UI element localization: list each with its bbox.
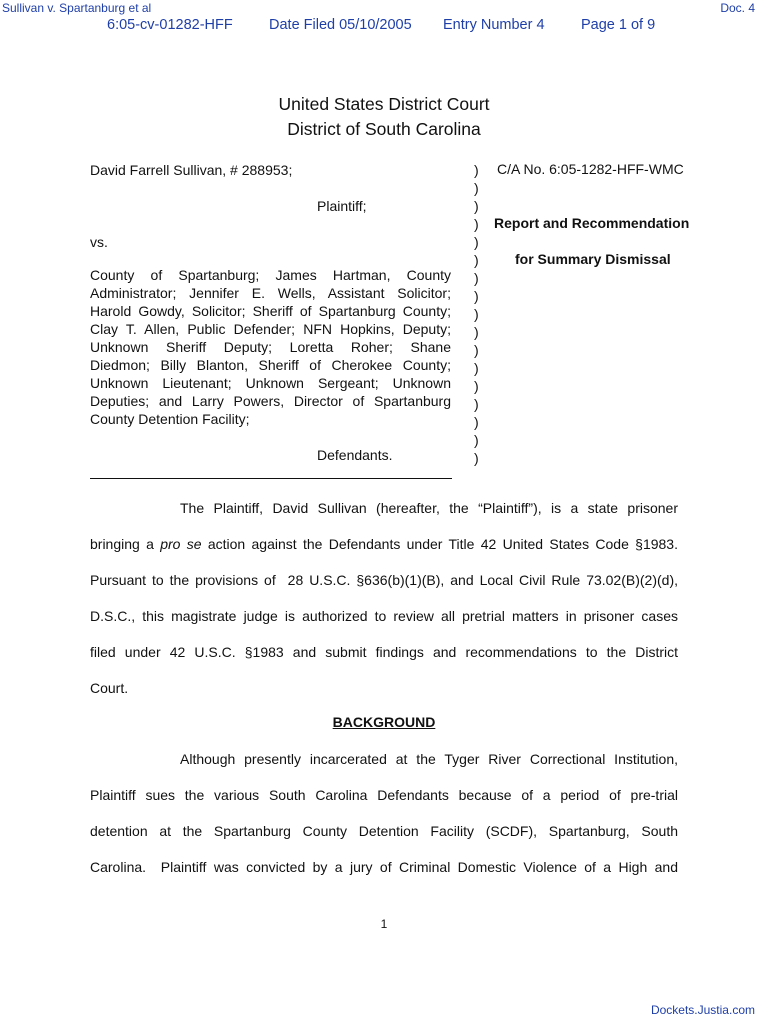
defendant-line: Unknown Sheriff Deputy; Loretta Roher; Shane — [90, 339, 451, 355]
paragraph-line: Although presently incarcerated at the Tyger River Correctional Institution, — [180, 751, 678, 767]
text-span: bringing a — [90, 536, 154, 552]
background-paragraph — [90, 741, 678, 885]
paragraph-line: D.S.C., this magistrate judge is authorized to review all pretrial matters in prisoner cases — [90, 608, 678, 624]
date-filed: Date Filed 05/10/2005 — [269, 17, 412, 33]
defendant-line: Clay T. Allen, Public Defender; NFN Hopkins, Deputy; — [90, 321, 451, 337]
paragraph-line: The Plaintiff, David Sullivan (hereafter, the “Plaintiff”), is a state prisoner — [180, 500, 678, 516]
case-name-link[interactable]: Sullivan v. Spartanburg et al — [2, 1, 152, 15]
paragraph-line: Plaintiff sues the various South Carolina Defendants because of a period of pre-trial — [90, 787, 678, 803]
defendant-role: Defendants. — [317, 447, 393, 463]
paragraph-line — [90, 526, 678, 562]
justia-link[interactable]: Dockets.Justia.com — [650, 1003, 755, 1017]
court-name: United States District Court — [278, 94, 490, 114]
page-number: 1 — [380, 917, 388, 931]
case-number: 6:05-cv-01282-HFF — [107, 17, 233, 33]
versus: vs. — [90, 234, 108, 250]
plaintiff-name: David Farrell Sullivan, # 288953; — [90, 162, 293, 178]
defendant-line: Harold Gowdy, Solicitor; Sheriff of Spartanburg County; — [90, 303, 451, 319]
intro-paragraph — [90, 490, 678, 706]
italic-text: pro se — [160, 536, 202, 552]
report-subtitle: for Summary Dismissal — [515, 251, 671, 267]
page-indicator: Page 1 of 9 — [581, 17, 656, 33]
section-heading: BACKGROUND — [332, 714, 436, 730]
doc-number-link[interactable]: Doc. 4 — [720, 1, 755, 15]
paragraph-line: Court. — [90, 680, 129, 696]
defendant-line: Unknown Lieutenant; Unknown Sergeant; Unknown — [90, 375, 451, 391]
plaintiff-role: Plaintiff; — [317, 198, 367, 214]
paragraph-line: Pursuant to the provisions of 28 U.S.C. §636(b)(1)(B), and Local Civil Rule 73.02(B)(2)(d), — [90, 572, 678, 588]
paragraph-line: detention at the Spartanburg County Detention Facility (SCDF), Spartanburg, South — [90, 823, 678, 839]
report-title: Report and Recommendation — [494, 215, 690, 231]
paragraph-line: Carolina. Plaintiff was convicted by a jury of Criminal Domestic Violence of a High and — [90, 859, 678, 875]
entry-number: Entry Number 4 — [443, 17, 545, 33]
defendant-line: Diedmon; Billy Blanton, Sheriff of Cherokee County; — [90, 357, 451, 373]
case-number-caption: C/A No. 6:05-1282-HFF-WMC — [497, 161, 684, 177]
defendant-line: County of Spartanburg; James Hartman, County — [90, 267, 451, 283]
caption-parentheses: ) ) ) ) ) ) ) ) ) ) ) ) ) ) ) ) ) — [474, 162, 479, 466]
defendant-line: County Detention Facility; — [90, 411, 250, 427]
defendant-line: Deputies; and Larry Powers, Director of Spartanburg — [90, 393, 451, 409]
court-district: District of South Carolina — [287, 119, 481, 139]
text-span: action against the Defendants under Title 42 United States Code §1983. — [207, 536, 678, 552]
paragraph-line: filed under 42 U.S.C. §1983 and submit findings and recommendations to the District — [90, 644, 678, 660]
caption-underline — [90, 478, 452, 479]
defendants-list — [90, 266, 451, 428]
defendant-line: Administrator; Jennifer E. Wells, Assistant Solicitor; — [90, 285, 451, 301]
